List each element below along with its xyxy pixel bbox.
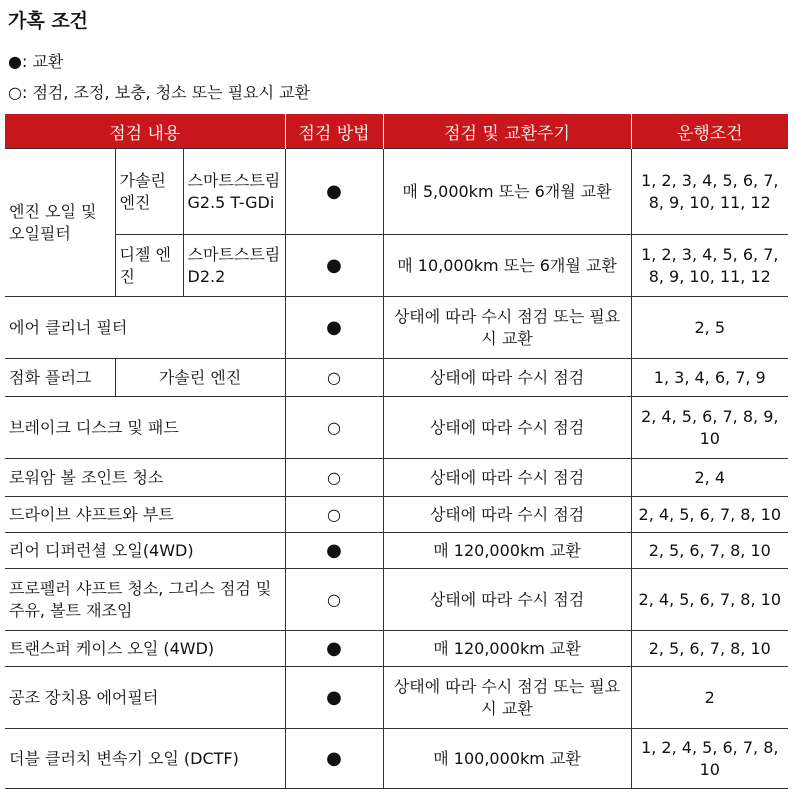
conditions-cell: 2, 4: [631, 459, 788, 497]
header-item: 점검 내용: [5, 114, 285, 149]
interval-cell: 상태에 따라 수시 점검 또는 필요시 교환: [383, 667, 631, 729]
header-interval: 점검 및 교환주기: [383, 114, 631, 149]
method-cell: ●: [285, 297, 383, 359]
interval-cell: 상태에 따라 수시 점검: [383, 359, 631, 397]
table-header-row: [5, 114, 788, 149]
header-conditions: 운행조건: [631, 114, 788, 149]
table-row: [5, 667, 788, 729]
item-cell: 로워암 볼 조인트 청소: [5, 459, 285, 497]
method-cell: ●: [285, 667, 383, 729]
table-row: [5, 729, 788, 789]
interval-cell: 상태에 따라 수시 점검: [383, 569, 631, 631]
conditions-cell: 1, 3, 4, 6, 7, 9: [631, 359, 788, 397]
fuel-cell: 디젤 엔진: [115, 235, 183, 297]
engine-cell: 스마트스트림 D2.2: [183, 235, 285, 297]
conditions-cell: 2: [631, 667, 788, 729]
conditions-cell: 1, 2, 4, 5, 6, 7, 8, 10: [631, 729, 788, 789]
interval-cell: 매 10,000km 또는 6개월 교환: [383, 235, 631, 297]
method-cell: ○: [285, 359, 383, 397]
header-method: 점검 방법: [285, 114, 383, 149]
interval-cell: 상태에 따라 수시 점검: [383, 497, 631, 533]
engine-cell: 스마트스트림 G2.5 T-GDi: [183, 149, 285, 235]
table-row: [5, 235, 788, 297]
method-cell: ○: [285, 497, 383, 533]
table-row: [5, 497, 788, 533]
item-cell: 엔진 오일 및 오일필터: [5, 149, 115, 297]
method-cell: ●: [285, 729, 383, 789]
table-row: [5, 297, 788, 359]
interval-cell: 상태에 따라 수시 점검: [383, 397, 631, 459]
conditions-cell: 2, 4, 5, 6, 7, 8, 10: [631, 497, 788, 533]
method-cell: ○: [285, 397, 383, 459]
item-cell: 트랜스퍼 케이스 오일 (4WD): [5, 631, 285, 667]
interval-cell: 매 120,000km 교환: [383, 631, 631, 667]
interval-cell: 상태에 따라 수시 점검 또는 필요시 교환: [383, 297, 631, 359]
item-cell: 점화 플러그: [5, 359, 115, 397]
method-cell: ●: [285, 235, 383, 297]
interval-cell: 매 120,000km 교환: [383, 533, 631, 569]
sub-item-cell: 가솔린 엔진: [115, 359, 285, 397]
item-cell: 에어 클리너 필터: [5, 297, 285, 359]
method-cell: ○: [285, 459, 383, 497]
item-cell: 프로펠러 샤프트 청소, 그리스 점검 및 주유, 볼트 재조임: [5, 569, 285, 631]
conditions-cell: 1, 2, 3, 4, 5, 6, 7, 8, 9, 10, 11, 12: [631, 235, 788, 297]
legend-replace-text: : 교환: [21, 52, 64, 71]
conditions-cell: 2, 4, 5, 6, 7, 8, 10: [631, 569, 788, 631]
item-cell: 리어 디퍼런셜 오일(4WD): [5, 533, 285, 569]
conditions-cell: 2, 5: [631, 297, 788, 359]
conditions-cell: 1, 2, 3, 4, 5, 6, 7, 8, 9, 10, 11, 12: [631, 149, 788, 235]
table-row: [5, 533, 788, 569]
item-cell: 더블 클러치 변속기 오일 (DCTF): [5, 729, 285, 789]
legend-replace: [8, 49, 63, 72]
method-cell: ○: [285, 569, 383, 631]
maintenance-table: [5, 114, 788, 789]
conditions-cell: 2, 5, 6, 7, 8, 10: [631, 631, 788, 667]
item-cell: 드라이브 샤프트와 부트: [5, 497, 285, 533]
open-circle-icon: ○: [8, 83, 22, 102]
fuel-cell: 가솔린 엔진: [115, 149, 183, 235]
table-row: [5, 359, 788, 397]
table-row: [5, 631, 788, 667]
interval-cell: 상태에 따라 수시 점검: [383, 459, 631, 497]
conditions-cell: 2, 5, 6, 7, 8, 10: [631, 533, 788, 569]
method-cell: ●: [285, 149, 383, 235]
table-row: [5, 149, 788, 235]
legend-inspect: [8, 80, 310, 103]
table-row: [5, 397, 788, 459]
legend-inspect-text: : 점검, 조정, 보충, 청소 또는 필요시 교환: [21, 83, 311, 102]
conditions-cell: 2, 4, 5, 6, 7, 8, 9, 10: [631, 397, 788, 459]
table-row: [5, 459, 788, 497]
method-cell: ●: [285, 533, 383, 569]
interval-cell: 매 5,000km 또는 6개월 교환: [383, 149, 631, 235]
interval-cell: 매 100,000km 교환: [383, 729, 631, 789]
filled-circle-icon: ●: [8, 52, 22, 71]
item-cell: 브레이크 디스크 및 패드: [5, 397, 285, 459]
page-title: 가혹 조건: [8, 10, 89, 32]
table-row: [5, 569, 788, 631]
method-cell: ●: [285, 631, 383, 667]
item-cell: 공조 장치용 에어필터: [5, 667, 285, 729]
